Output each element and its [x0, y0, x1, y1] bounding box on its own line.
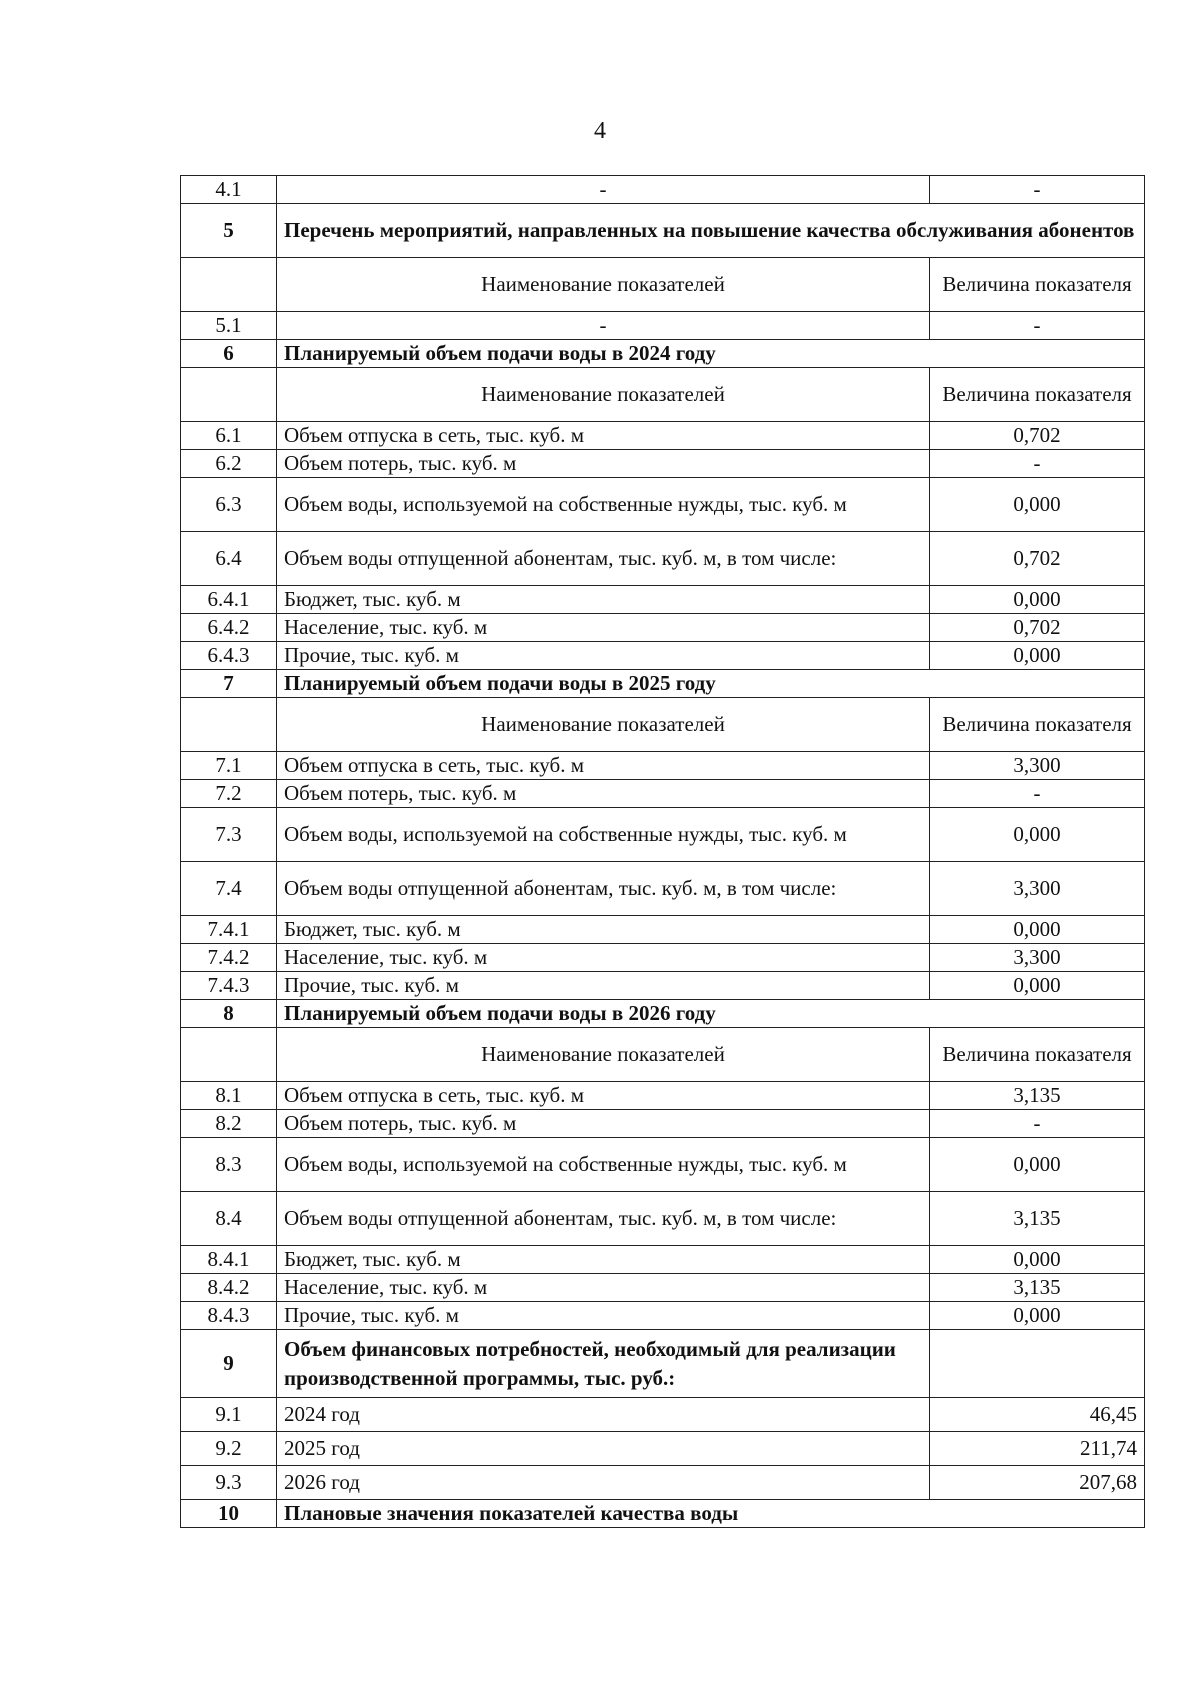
- row-number: 6.4.1: [181, 586, 277, 614]
- row-value: 0,702: [930, 422, 1145, 450]
- row-name: 2025 год: [277, 1432, 930, 1466]
- row-name: Объем отпуска в сеть, тыс. куб. м: [277, 1082, 930, 1110]
- row-name: Объем потерь, тыс. куб. м: [277, 450, 930, 478]
- header-empty-cell: [181, 1028, 277, 1082]
- table-row: [181, 642, 1145, 670]
- row-value: 0,000: [930, 1138, 1145, 1192]
- row-name: Объем воды отпущенной абонентам, тыс. куб. м, в том числе:: [277, 1192, 930, 1246]
- table-row: [181, 176, 1145, 204]
- table-row: [181, 1274, 1145, 1302]
- column-header-name: Наименование показателей: [277, 1028, 930, 1082]
- row-name: Объем отпуска в сеть, тыс. куб. м: [277, 422, 930, 450]
- table-row: [181, 972, 1145, 1000]
- row-name: Объем воды отпущенной абонентам, тыс. куб. м, в том числе:: [277, 862, 930, 916]
- row-name: Бюджет, тыс. куб. м: [277, 916, 930, 944]
- column-header-name: Наименование показателей: [277, 258, 930, 312]
- row-value: 0,000: [930, 1246, 1145, 1274]
- row-value: -: [930, 312, 1145, 340]
- row-value: 0,000: [930, 478, 1145, 532]
- page-number: 4: [594, 118, 606, 144]
- row-number: 6.4: [181, 532, 277, 586]
- column-header-value: Величина показателя: [930, 258, 1145, 312]
- row-value: 3,300: [930, 944, 1145, 972]
- row-number: 8.1: [181, 1082, 277, 1110]
- row-name: Прочие, тыс. куб. м: [277, 1302, 930, 1330]
- row-name: Население, тыс. куб. м: [277, 944, 930, 972]
- row-name: -: [277, 312, 930, 340]
- header-empty-cell: [181, 368, 277, 422]
- table-row: [181, 1138, 1145, 1192]
- row-number: 7.2: [181, 780, 277, 808]
- table-row: [181, 1466, 1145, 1500]
- row-number: 7.4.1: [181, 916, 277, 944]
- row-name: Бюджет, тыс. куб. м: [277, 586, 930, 614]
- row-number: 5.1: [181, 312, 277, 340]
- row-value: 0,702: [930, 614, 1145, 642]
- section-empty-cell: [930, 1330, 1145, 1398]
- row-name: Объем отпуска в сеть, тыс. куб. м: [277, 752, 930, 780]
- row-value: 0,702: [930, 532, 1145, 586]
- row-name: Население, тыс. куб. м: [277, 1274, 930, 1302]
- table-row: [181, 752, 1145, 780]
- section-row: [181, 670, 1145, 698]
- section-title: Планируемый объем подачи воды в 2026 году: [277, 1000, 1145, 1028]
- row-number: 6.3: [181, 478, 277, 532]
- row-name: Бюджет, тыс. куб. м: [277, 1246, 930, 1274]
- section-number: 6: [181, 340, 277, 368]
- table-row: [181, 478, 1145, 532]
- table-row: [181, 450, 1145, 478]
- column-header-value: Величина показателя: [930, 698, 1145, 752]
- row-number: 6.4.3: [181, 642, 277, 670]
- section-title: Объем финансовых потребностей, необходимый для реализации производственной программы, тыс. руб.:: [277, 1330, 930, 1398]
- row-number: 7.3: [181, 808, 277, 862]
- row-value: 207,68: [930, 1466, 1145, 1500]
- table-row: [181, 862, 1145, 916]
- row-number: 9.2: [181, 1432, 277, 1466]
- row-name: Объем воды отпущенной абонентам, тыс. куб. м, в том числе:: [277, 532, 930, 586]
- column-header-value: Величина показателя: [930, 1028, 1145, 1082]
- section-row: [181, 1330, 1145, 1398]
- table-row: [181, 1246, 1145, 1274]
- section-number: 5: [181, 204, 277, 258]
- row-value: 3,300: [930, 862, 1145, 916]
- row-number: 8.4: [181, 1192, 277, 1246]
- section-title: Планируемый объем подачи воды в 2024 году: [277, 340, 1145, 368]
- row-number: 9.3: [181, 1466, 277, 1500]
- column-header-value: Величина показателя: [930, 368, 1145, 422]
- row-value: 0,000: [930, 808, 1145, 862]
- row-name: Объем воды, используемой на собственные нужды, тыс. куб. м: [277, 478, 930, 532]
- row-name: Объем воды, используемой на собственные нужды, тыс. куб. м: [277, 808, 930, 862]
- column-header-row: [181, 258, 1145, 312]
- table-row: [181, 1432, 1145, 1466]
- row-number: 7.1: [181, 752, 277, 780]
- row-name: Население, тыс. куб. м: [277, 614, 930, 642]
- table-row: [181, 1302, 1145, 1330]
- table-row: [181, 944, 1145, 972]
- row-number: 4.1: [181, 176, 277, 204]
- table-row: [181, 1192, 1145, 1246]
- section-row: [181, 1000, 1145, 1028]
- row-name: Объем воды, используемой на собственные нужды, тыс. куб. м: [277, 1138, 930, 1192]
- column-header-row: [181, 1028, 1145, 1082]
- row-number: 8.4.3: [181, 1302, 277, 1330]
- row-value: 3,135: [930, 1274, 1145, 1302]
- column-header-row: [181, 698, 1145, 752]
- section-title: Перечень мероприятий, направленных на повышение качества обслуживания абонентов: [277, 204, 1145, 258]
- row-value: 3,300: [930, 752, 1145, 780]
- section-row: [181, 204, 1145, 258]
- table-row: [181, 916, 1145, 944]
- table-row: [181, 1398, 1145, 1432]
- row-number: 6.2: [181, 450, 277, 478]
- row-value: 46,45: [930, 1398, 1145, 1432]
- table-row: [181, 614, 1145, 642]
- header-empty-cell: [181, 258, 277, 312]
- section-number: 9: [181, 1330, 277, 1398]
- section-row: [181, 1500, 1145, 1528]
- row-number: 7.4.3: [181, 972, 277, 1000]
- row-number: 6.4.2: [181, 614, 277, 642]
- row-value: 211,74: [930, 1432, 1145, 1466]
- production-program-table: [180, 175, 1145, 1528]
- section-number: 10: [181, 1500, 277, 1528]
- row-value: 0,000: [930, 642, 1145, 670]
- table-row: [181, 808, 1145, 862]
- row-value: 0,000: [930, 916, 1145, 944]
- column-header-name: Наименование показателей: [277, 698, 930, 752]
- row-number: 8.3: [181, 1138, 277, 1192]
- table-row: [181, 422, 1145, 450]
- row-value: 0,000: [930, 1302, 1145, 1330]
- column-header-row: [181, 368, 1145, 422]
- section-row: [181, 340, 1145, 368]
- row-name: -: [277, 176, 930, 204]
- row-value: 3,135: [930, 1192, 1145, 1246]
- section-number: 7: [181, 670, 277, 698]
- row-number: 8.2: [181, 1110, 277, 1138]
- table-row: [181, 1082, 1145, 1110]
- row-name: Прочие, тыс. куб. м: [277, 972, 930, 1000]
- section-title: Планируемый объем подачи воды в 2025 году: [277, 670, 1145, 698]
- row-value: 0,000: [930, 586, 1145, 614]
- row-value: -: [930, 780, 1145, 808]
- row-value: 0,000: [930, 972, 1145, 1000]
- row-name: Объем потерь, тыс. куб. м: [277, 1110, 930, 1138]
- table-row: [181, 586, 1145, 614]
- row-name: Прочие, тыс. куб. м: [277, 642, 930, 670]
- header-empty-cell: [181, 698, 277, 752]
- row-number: 8.4.1: [181, 1246, 277, 1274]
- row-number: 7.4.2: [181, 944, 277, 972]
- table-row: [181, 312, 1145, 340]
- row-name: 2024 год: [277, 1398, 930, 1432]
- row-number: 9.1: [181, 1398, 277, 1432]
- section-number: 8: [181, 1000, 277, 1028]
- row-value: -: [930, 450, 1145, 478]
- table-row: [181, 1110, 1145, 1138]
- row-value: -: [930, 176, 1145, 204]
- row-name: 2026 год: [277, 1466, 930, 1500]
- column-header-name: Наименование показателей: [277, 368, 930, 422]
- row-value: 3,135: [930, 1082, 1145, 1110]
- table-row: [181, 780, 1145, 808]
- row-name: Объем потерь, тыс. куб. м: [277, 780, 930, 808]
- section-title: Плановые значения показателей качества воды: [277, 1500, 1145, 1528]
- row-number: 8.4.2: [181, 1274, 277, 1302]
- table-row: [181, 532, 1145, 586]
- row-number: 7.4: [181, 862, 277, 916]
- row-number: 6.1: [181, 422, 277, 450]
- row-value: -: [930, 1110, 1145, 1138]
